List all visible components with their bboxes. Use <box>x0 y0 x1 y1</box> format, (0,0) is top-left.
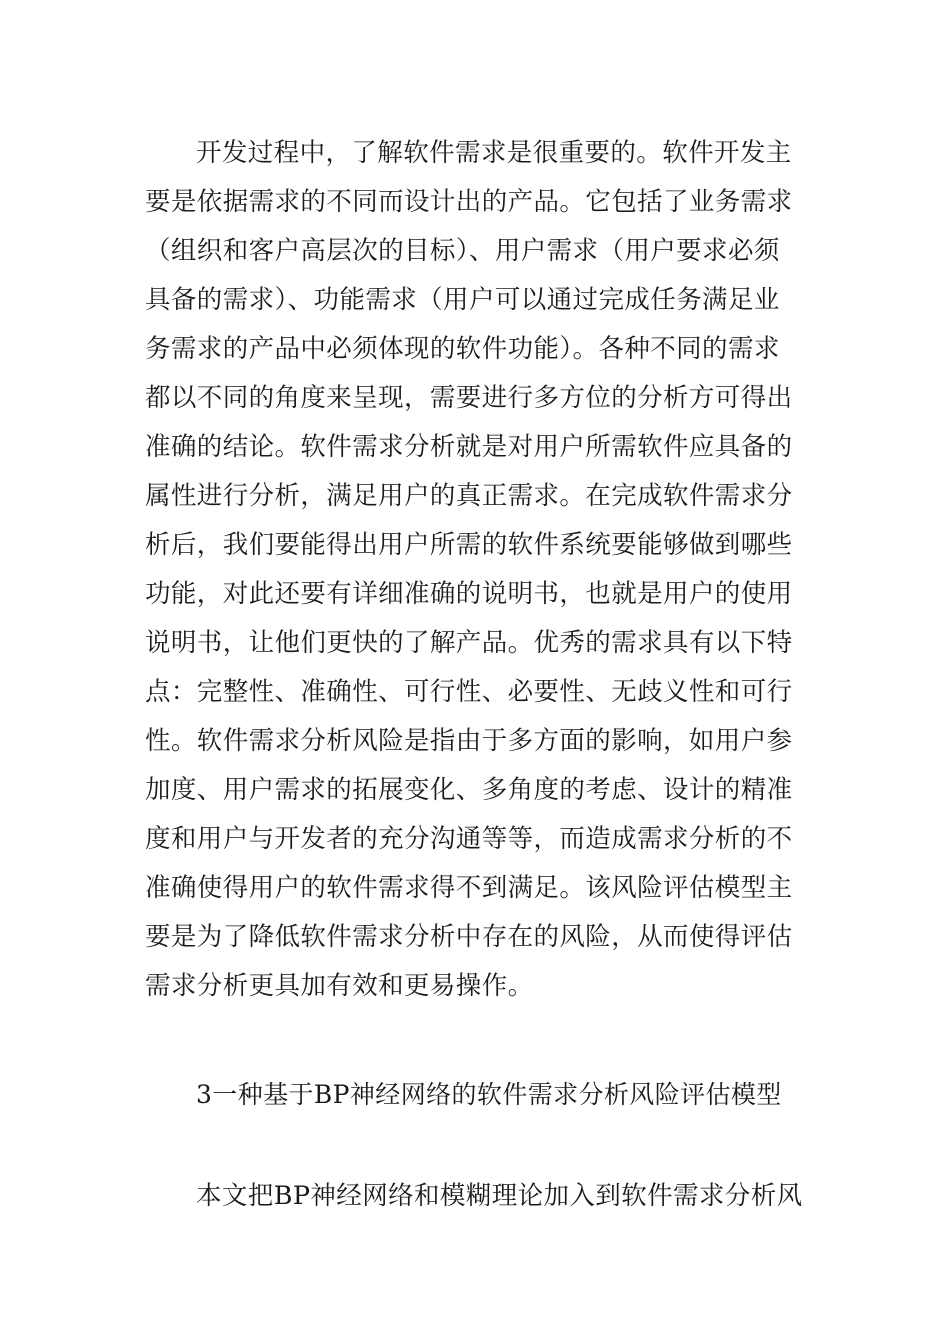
paragraph-line: 属性进行分析，满足用户的真正需求。在完成软件需求分 <box>145 481 793 511</box>
paragraph-line: 务需求的产品中必须体现的软件功能）。各种不同的需求 <box>145 334 780 364</box>
paragraph-line: 需求分析更具加有效和更易操作。 <box>145 971 534 1001</box>
paragraph-line: 加度、用户需求的拓展变化、多角度的考虑、设计的精准 <box>145 775 793 805</box>
paragraph-line: 点：完整性、准确性、可行性、必要性、无歧义性和可行 <box>145 677 793 707</box>
section-heading: 3一种基于BP神经网络的软件需求分析风险评估模型 <box>196 1080 782 1109</box>
paragraph-line: 准确使得用户的软件需求得不到满足。该风险评估模型主 <box>145 873 793 903</box>
paragraph-line: 都以不同的角度来呈现，需要进行多方位的分析方可得出 <box>145 383 793 413</box>
paragraph-line: 性。软件需求分析风险是指由于多方面的影响，如用户参 <box>145 726 793 756</box>
paragraph-line: 说明书，让他们更快的了解产品。优秀的需求具有以下特 <box>145 628 793 658</box>
paragraph-line: 要是依据需求的不同而设计出的产品。它包括了业务需求 <box>145 187 793 217</box>
paragraph-line: 开发过程中，了解软件需求是很重要的。软件开发主 <box>196 138 792 168</box>
paragraph-line: 度和用户与开发者的充分沟通等等，而造成需求分析的不 <box>145 824 793 854</box>
paragraph-line: 析后，我们要能得出用户所需的软件系统要能够做到哪些 <box>145 530 793 560</box>
paragraph-line: 具备的需求）、功能需求（用户可以通过完成任务满足业 <box>145 285 780 315</box>
paragraph-line: 本文把BP神经网络和模糊理论加入到软件需求分析风 <box>196 1181 803 1211</box>
paragraph-line: 准确的结论。软件需求分析就是对用户所需软件应具备的 <box>145 432 793 462</box>
paragraph-line: 功能，对此还要有详细准确的说明书，也就是用户的使用 <box>145 579 793 609</box>
paragraph-line: （组织和客户高层次的目标）、用户需求（用户要求必须 <box>145 236 780 266</box>
paragraph-line: 要是为了降低软件需求分析中存在的风险，从而使得评估 <box>145 922 793 952</box>
